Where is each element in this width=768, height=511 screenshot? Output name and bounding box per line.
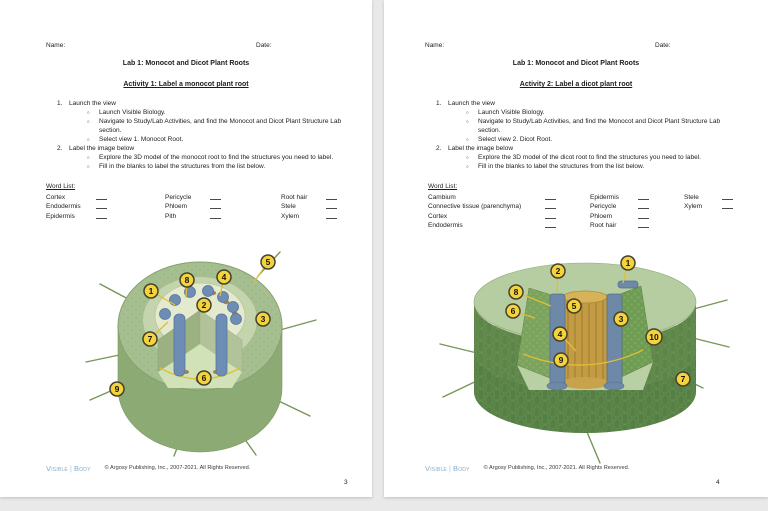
- svg-text:1: 1: [625, 258, 631, 268]
- word-term: Phloem: [165, 203, 188, 211]
- step-text: Label the image below: [448, 145, 514, 152]
- word-term: Epidermis: [590, 194, 619, 202]
- step-marker: 1.: [57, 100, 63, 107]
- instruction-step: [46, 99, 348, 108]
- word-list-column: [428, 192, 556, 229]
- word-term: Cortex: [46, 194, 66, 202]
- date-label: Date:: [256, 42, 272, 49]
- callout-3: [614, 312, 628, 326]
- word-term: Xylem: [684, 203, 703, 211]
- word-term: Root hair: [281, 194, 308, 202]
- callout-1: [621, 256, 635, 270]
- svg-text:3: 3: [260, 314, 266, 324]
- answer-blank: [326, 202, 337, 209]
- visible-body-logo: Visible | Body: [46, 463, 91, 473]
- answer-blank: [545, 193, 556, 200]
- answer-blank: [638, 193, 649, 200]
- wedge-cut: [517, 281, 653, 390]
- answer-blank: [545, 202, 556, 209]
- instruction-substep: [46, 108, 348, 117]
- word-term: Stele: [281, 203, 296, 211]
- word-list-column: [684, 192, 733, 210]
- step-marker: 2.: [57, 145, 63, 152]
- answer-blank: [722, 202, 733, 209]
- instruction-substep: [425, 135, 727, 144]
- step-text: Explore the 3D model of the monocot root to find the structures you need to label.: [99, 154, 334, 161]
- bullet-icon: ○: [87, 155, 90, 160]
- step-text: Launch Visible Biology.: [478, 109, 545, 116]
- lab-title: Lab 1: Monocot and Dicot Plant Roots: [122, 60, 250, 67]
- word-term: Pericycle: [165, 194, 192, 202]
- step-text: Label the image below: [69, 145, 135, 152]
- word-list-column: [281, 192, 337, 220]
- word-term: Endodermis: [46, 203, 81, 211]
- callout-4: [553, 327, 567, 341]
- callout-9: [110, 382, 124, 396]
- step-text: Launch the view: [448, 100, 495, 107]
- word-term: Cambium: [428, 194, 456, 202]
- step-text: Select view 1. Monocot Root.: [99, 136, 184, 143]
- monocot-root-illustration: [82, 248, 322, 465]
- copyright-text: © Argosy Publishing, Inc., 2007-2021. All Rights Reserved.: [483, 465, 630, 471]
- callout-2: [551, 264, 565, 278]
- word-list-label: Word List:: [428, 183, 458, 190]
- dicot-root-figure: [437, 250, 727, 467]
- lab-title: Lab 1: Monocot and Dicot Plant Roots: [512, 60, 640, 67]
- bullet-icon: ○: [466, 110, 469, 115]
- date-label: Date:: [655, 42, 671, 49]
- instruction-step: [425, 99, 727, 108]
- instruction-substep: [425, 153, 727, 162]
- name-label: Name:: [46, 42, 66, 49]
- word-list-column: [165, 192, 221, 220]
- svg-text:5: 5: [265, 257, 271, 267]
- answer-blank: [96, 202, 107, 209]
- step-text: Navigate to Study/Lab Activities, and find the Monocot and Dicot Plant Structure Lab section.: [478, 118, 721, 134]
- answer-blank: [722, 193, 733, 200]
- word-term: Xylem: [281, 212, 300, 220]
- step-text: Launch the view: [69, 100, 116, 107]
- callout-8: [180, 273, 194, 287]
- instruction-substep: [46, 117, 348, 135]
- answer-blank: [638, 202, 649, 209]
- answer-blank: [326, 193, 337, 200]
- step-text: Fill in the blanks to label the structures from the list below.: [478, 163, 645, 170]
- activity-title: Activity 2: Label a dicot plant root: [519, 81, 633, 88]
- svg-text:8: 8: [184, 275, 190, 285]
- copyright-text: © Argosy Publishing, Inc., 2007-2021. All Rights Reserved.: [104, 465, 251, 471]
- instructions: [46, 99, 348, 171]
- callout-5: [567, 299, 581, 313]
- instruction-substep: [425, 162, 727, 171]
- word-term: Phloem: [590, 212, 613, 220]
- word-term: Epidermis: [46, 212, 75, 220]
- callout-5: [261, 255, 275, 269]
- answer-blank: [545, 221, 556, 228]
- callout-3: [256, 312, 270, 326]
- worksheet-page-3: [0, 0, 372, 497]
- page-footer: [425, 462, 629, 474]
- bullet-icon: ○: [466, 137, 469, 142]
- answer-blank: [96, 212, 107, 219]
- callout-1: [144, 284, 158, 298]
- svg-text:1: 1: [148, 286, 154, 296]
- instruction-substep: [46, 153, 348, 162]
- dicot-root-illustration: [437, 250, 727, 467]
- word-term: Endodermis: [428, 221, 463, 229]
- instruction-substep: [425, 117, 727, 135]
- answer-blank: [545, 212, 556, 219]
- step-marker: 1.: [436, 100, 442, 107]
- svg-text:2: 2: [201, 300, 207, 310]
- svg-text:3: 3: [618, 314, 624, 324]
- step-text: Fill in the blanks to label the structures from the list below.: [99, 163, 266, 170]
- callout-6: [506, 304, 520, 318]
- bullet-icon: ○: [87, 137, 90, 142]
- word-term: Pericycle: [590, 203, 617, 211]
- word-list-label: Word List:: [46, 183, 76, 190]
- answer-blank: [638, 212, 649, 219]
- callout-6: [197, 371, 211, 385]
- instruction-substep: [425, 108, 727, 117]
- answer-blank: [638, 221, 649, 228]
- step-text: Explore the 3D model of the dicot root to find the structures you need to label.: [478, 154, 701, 161]
- svg-text:7: 7: [680, 374, 686, 384]
- svg-text:9: 9: [558, 355, 564, 365]
- page-footer: [46, 462, 250, 474]
- answer-blank: [210, 212, 221, 219]
- svg-text:2: 2: [555, 266, 561, 276]
- instructions: [425, 99, 727, 171]
- step-text: Select view 2. Dicot Root.: [478, 136, 553, 143]
- word-term: Pith: [165, 212, 177, 220]
- answer-blank: [96, 193, 107, 200]
- page-number: 4: [716, 479, 720, 486]
- callout-8: [509, 285, 523, 299]
- bullet-icon: ○: [87, 164, 90, 169]
- visible-body-logo: Visible | Body: [425, 463, 470, 473]
- svg-text:6: 6: [201, 373, 207, 383]
- svg-text:8: 8: [513, 287, 519, 297]
- word-term: Connective tissue (parenchyma): [428, 203, 522, 211]
- instruction-substep: [46, 162, 348, 171]
- worksheet-page-4: [384, 0, 768, 497]
- instruction-step: [425, 144, 727, 153]
- instruction-substep: [46, 135, 348, 144]
- callout-4: [217, 270, 231, 284]
- word-list-column: [590, 192, 649, 229]
- svg-text:4: 4: [557, 329, 563, 339]
- bullet-icon: ○: [87, 110, 90, 115]
- step-text: Navigate to Study/Lab Activities, and find the Monocot and Dicot Plant Structure Lab section.: [99, 118, 342, 134]
- word-term: Cortex: [428, 212, 448, 220]
- monocot-root-figure: [82, 248, 322, 465]
- callout-9: [554, 353, 568, 367]
- callout-2: [197, 298, 211, 312]
- logo-separator-icon: |: [448, 465, 451, 473]
- svg-text:6: 6: [510, 306, 516, 316]
- callout-7: [143, 332, 157, 346]
- name-label: Name:: [425, 42, 445, 49]
- svg-text:10: 10: [649, 332, 659, 342]
- logo-separator-icon: |: [69, 465, 72, 473]
- answer-blank: [210, 202, 221, 209]
- answer-blank: [326, 212, 337, 219]
- activity-title: Activity 1: Label a monocot plant root: [123, 81, 249, 88]
- word-list-column: [46, 192, 107, 220]
- step-text: Launch Visible Biology.: [99, 109, 166, 116]
- callout-10: [646, 329, 662, 345]
- answer-blank: [210, 193, 221, 200]
- instruction-step: [46, 144, 348, 153]
- svg-text:4: 4: [221, 272, 227, 282]
- page-number: 3: [344, 479, 348, 486]
- svg-text:7: 7: [147, 334, 153, 344]
- word-term: Stele: [684, 194, 699, 202]
- callout-7: [676, 372, 690, 386]
- step-marker: 2.: [436, 145, 442, 152]
- bullet-icon: ○: [87, 119, 90, 124]
- word-term: Root hair: [590, 221, 617, 229]
- bullet-icon: ○: [466, 155, 469, 160]
- bullet-icon: ○: [466, 119, 469, 124]
- svg-text:9: 9: [114, 384, 120, 394]
- bullet-icon: ○: [466, 164, 469, 169]
- svg-text:5: 5: [571, 301, 577, 311]
